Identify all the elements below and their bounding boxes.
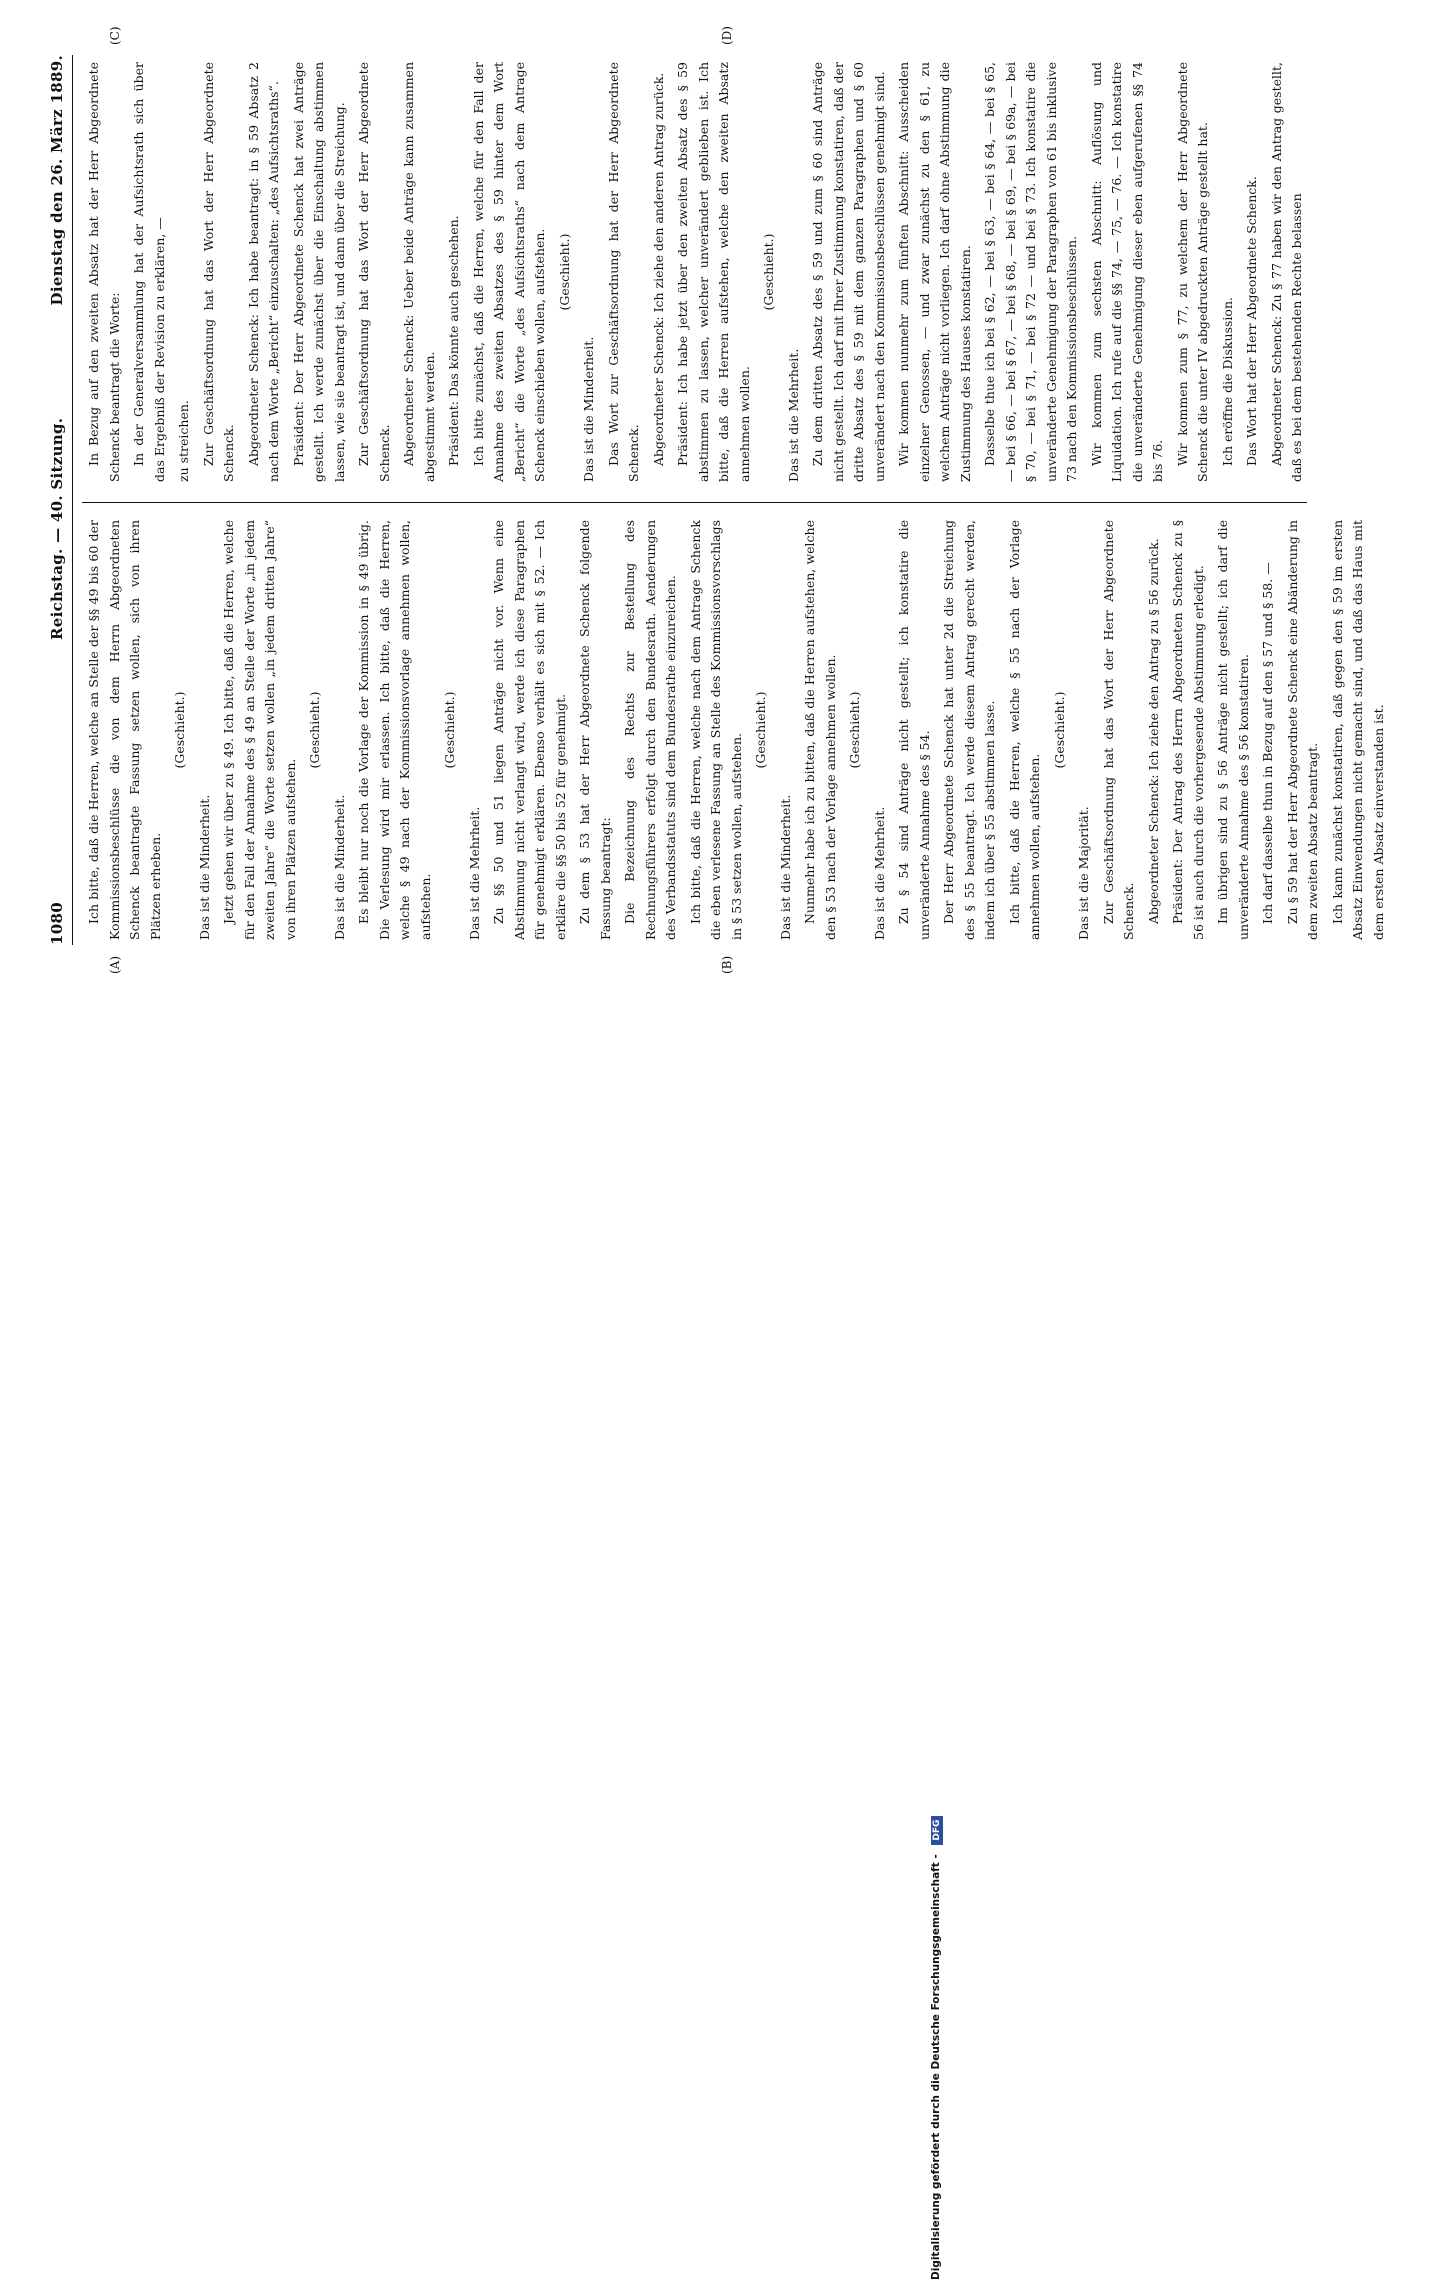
left-column-paragraph: Das ist die Mehrheit. [466,806,482,940]
left-column-paragraph: Die Bezeichnung des Rechts zur Bestellung des Rechnungsführers erfolgt durch den Bundesrath. Aenderungen des Verbandsstatuts sind dem Bundesrathe einzureichen. [622,520,678,940]
session-title: Reichstag. — 40. Sitzung. [48,417,66,640]
right-column-paragraph: Abgeordneter Schenck: Ich ziehe den anderen Antrag zurück. [650,72,666,466]
right-column-paragraph: Abgeordneter Schenck: Zu § 77 haben wir den Antrag gestellt, daß es bei dem bestehenden Rechte belassen [1268,62,1304,482]
left-column-paragraph: Präsident: Der Antrag des Herrn Abgeordneten Schenck zu § 56 ist auch durch die vorhergesende Abstimmung erledigt. [1170,520,1206,940]
right-column-paragraph: Ich eröffne die Diskussion. [1219,297,1235,466]
right-column-paragraph: Präsident: Der Herr Abgeordnete Schenck hat zwei Anträge gestellt. Ich werde zunächst über die Einschaltung abstimmen lassen, wie sie beantragt ist, und dann über die Streichung. [290,62,347,482]
left-text-column [84,520,1393,940]
left-column-paragraph: (Geschieht.) [1051,691,1067,769]
scanned-page [0,0,1432,1000]
left-column-paragraph: Das ist die Minderheit. [196,794,212,940]
left-column-paragraph: Das ist die Mehrheit. [871,806,887,940]
right-column-paragraph: (Geschieht.) [556,233,572,311]
left-column-paragraph: (Geschieht.) [847,691,862,769]
left-column-paragraph: Ich bitte, daß die Herren, welche § 55 nach der Vorlage annehmen wollen, aufstehen. [1006,520,1042,940]
left-column-paragraph: (Geschieht.) [172,691,187,769]
left-column-paragraph: Ich bitte, daß die Herren, welche an Stelle der §§ 49 bis 60 der Kommissionsbeschlüsse die von dem Herrn Abgeordneten Schenck beantragte Fassung setzen wollen, sich von ihren Plätzen erheben. [86,520,163,940]
column-divider [82,502,1307,503]
header-rule [72,55,73,945]
left-column-paragraph: Im übrigen sind zu § 56 Anträge nicht gestellt; ich darf die unveränderte Annahme des § 56 konstatiren. [1215,520,1251,940]
right-column-paragraph: Das Wort hat der Herr Abgeordnete Schenck. [1244,176,1259,466]
left-column-paragraph: Das ist die Minderheit. [331,794,347,940]
right-column-paragraph: Zu dem dritten Absatz des § 59 und zum § 60 sind Anträge nicht gestellt. Ich darf mit Ihrer Zustimmung konstatiren, daß der dritte Absatz des § 59 mit dem ganzen Paragraphen und § 60 unverändert nach den Kommissionsbeschlüssen genehmigt sind. [810,62,887,482]
right-column-paragraph: Zur Geschäftsordnung hat das Wort der Herr Abgeordnete Schenck. [200,62,236,482]
right-column-paragraph: In Bezug auf den zweiten Absatz hat der Herr Abgeordnete Schenck beantragt die Worte: [86,62,122,482]
page-number: 1080 [48,902,66,945]
left-column-paragraph: Abgeordneter Schenck: Ich ziehe den Antrag zu § 56 zurück. [1145,538,1161,924]
right-column-paragraph: In der Generalversammlung hat der Aufsichtsrath sich über das Ergebniß der Revision zu erklären, — [131,62,167,482]
right-column-paragraph: zu streichen. [176,400,191,482]
right-column-paragraph: Wir kommen nunmehr zum fünften Abschnitt: Ausscheiden einzelner Genossen, — und zwar zunächst zu den § 61, zu welchem Anträge nicht vorliegen. Ich darf ohne Abstimmung die Zustimmung des Hauses konstatiren. [896,62,973,482]
right-column-paragraph: Präsident: Das könnte auch geschehen. [446,215,461,466]
right-column-paragraph: Wir kommen zum sechsten Abschnitt: Auflösung und Liquidation. Ich rufe auf die §§ 74, — 75, — 76. — Ich konstatire die unveränderte Genehmigung dieser eben aufgerufenen §§ 74 bis 76. [1088,62,1165,482]
margin-marker-b: (B) [720,955,734,974]
digitization-note [930,1280,948,2280]
left-column-paragraph: (Geschieht.) [307,691,322,769]
right-column-paragraph: Präsident: Ich habe jetzt über den zweiten Absatz des § 59 abstimmen zu lassen, welcher unverändert geblieben ist. Ich bitte, daß die Herren aufstehen, welche den zweiten Absatz annehmen wollen. [675,62,752,482]
right-column-paragraph: Das Wort zur Geschäftsordnung hat der Herr Abgeordnete Schenck. [605,62,641,482]
right-text-column [84,62,1312,482]
right-column-paragraph: Abgeordneter Schenck: Ich habe beantragt: in § 59 Absatz 2 nach dem Worte „Bericht“ einzuschalten: „des Aufsichtsraths“. [245,62,281,482]
left-column-paragraph: Jetzt gehen wir über zu § 49. Ich bitte, daß die Herren, welche für den Fall der Annahme des § 49 an Stelle der Worte „in jedem zweiten Jahre“ die Worte setzen wollen „in jedem dritten Jahre“ von ihren Plätzen aufstehen. [221,520,298,940]
left-column-paragraph: (Geschieht.) [753,691,768,769]
left-column-paragraph: Zu § 59 hat der Herr Abgeordnete Schenck eine Abänderung in dem zweiten Absatz beantragt. [1284,520,1320,940]
session-date: Dienstag den 26. März 1889. [48,55,66,306]
left-column-paragraph: Ich kann zunächst konstatiren, daß gegen den § 59 im ersten Absatz Einwendungen nicht gemacht sind, und daß das Haus mit dem ersten Absatz einverstanden ist. [1329,520,1386,940]
left-column-paragraph: Der Herr Abgeordnete Schenck hat unter 2d die Streichung des § 55 beantragt. Ich werde diesem Antrag gerecht werden, indem ich über § 55 abstimmen lasse. [941,520,997,940]
left-column-paragraph: Zur Geschäftsordnung hat das Wort der Herr Abgeordnete Schenck. [1100,520,1136,940]
running-head [48,55,70,945]
margin-marker-a: (A) [108,955,122,974]
left-column-paragraph: Zu dem § 53 hat der Herr Abgeordnete Schenck folgende Fassung beantragt: [577,520,613,940]
left-column-paragraph: Ich darf dasselbe thun in Bezug auf den § 57 und § 58. — [1260,562,1275,924]
right-column-paragraph: (Geschieht.) [761,233,776,311]
left-column-paragraph: Zu §§ 50 und 51 liegen Anträge nicht vor. Wenn eine Abstimmung nicht verlangt wird, werde ich diese Paragraphen für genehmigt erklären. Ebenso verhält es sich mit § 52. — Ich erkläre die §§ 50 bis 52 für genehmigt. [491,520,568,940]
dfg-logo: DFG [931,1816,943,1845]
left-column-paragraph: Ich bitte, daß die Herren, welche nach dem Antrage Schenck die eben verlesene Fassung an Stelle des Kommissionsvorschlags in § 53 setzen wollen, aufstehen. [687,520,744,940]
left-column-paragraph: (Geschieht.) [442,691,457,769]
left-column-paragraph: Das ist die Minderheit. [777,794,793,940]
right-column-paragraph: Zur Geschäftsordnung hat das Wort der Herr Abgeordnete Schenck. [356,62,392,482]
digitization-text: Digitalisierung gefördert durch die Deutsche Forschungsgemeinschaft - [930,1854,942,2280]
right-column-paragraph: Ich bitte zunächst, daß die Herren, welche für den Fall der Annahme des zweiten Absatzes des § 59 hinter dem Wort „Bericht“ die Worte „des Aufsichtsraths“ nach dem Antrage Schenck einschieben wollen, aufstehen. [470,62,547,482]
left-column-paragraph: Nunmehr habe ich zu bitten, daß die Herren aufstehen, welche den § 53 nach der Vorlage annehmen wollen. [802,520,838,940]
left-column-paragraph: Zu § 54 sind Anträge nicht gestellt; ich konstatire die unveränderte Annahme des § 54. [896,520,932,940]
margin-marker-d: (D) [720,26,734,45]
margin-marker-c: (C) [108,26,122,45]
right-column-paragraph: Das ist die Minderheit. [581,336,596,482]
right-column-paragraph: Das ist die Mehrheit. [785,348,801,482]
left-column-paragraph: Es bleibt nur noch die Vorlage der Kommission in § 49 übrig. Die Verlesung wird mir erlassen. Ich bitte, daß die Herren, welche § 49 nach der Kommissionsvorlage annehmen wollen, aufstehen. [356,520,433,940]
right-column-paragraph: Dasselbe thue ich bei § 62, — bei § 63, — bei § 64, — bei § 65, — bei § 66, — bei § 67, — bei § 68, — bei § 69, — bei § 69a, — bei § 70, — bei § 71, — bei § 72 — und bei § 73. Ich konstatire die unveränderte Genehmigung der Paragraphen von 61 bis inklusive 73 nach den Kommissionsbeschlüssen. [982,62,1079,482]
left-column-paragraph: Das ist die Majorität. [1076,806,1091,940]
right-column-paragraph: Abgeordneter Schenck: Ueber beide Anträge kann zusammen abgestimmt werden. [401,62,437,482]
right-column-paragraph: Wir kommen zum § 77, zu welchem der Herr Abgeordnete Schenck die unter IV abgedruckten Anträge gestellt hat. [1174,62,1210,482]
